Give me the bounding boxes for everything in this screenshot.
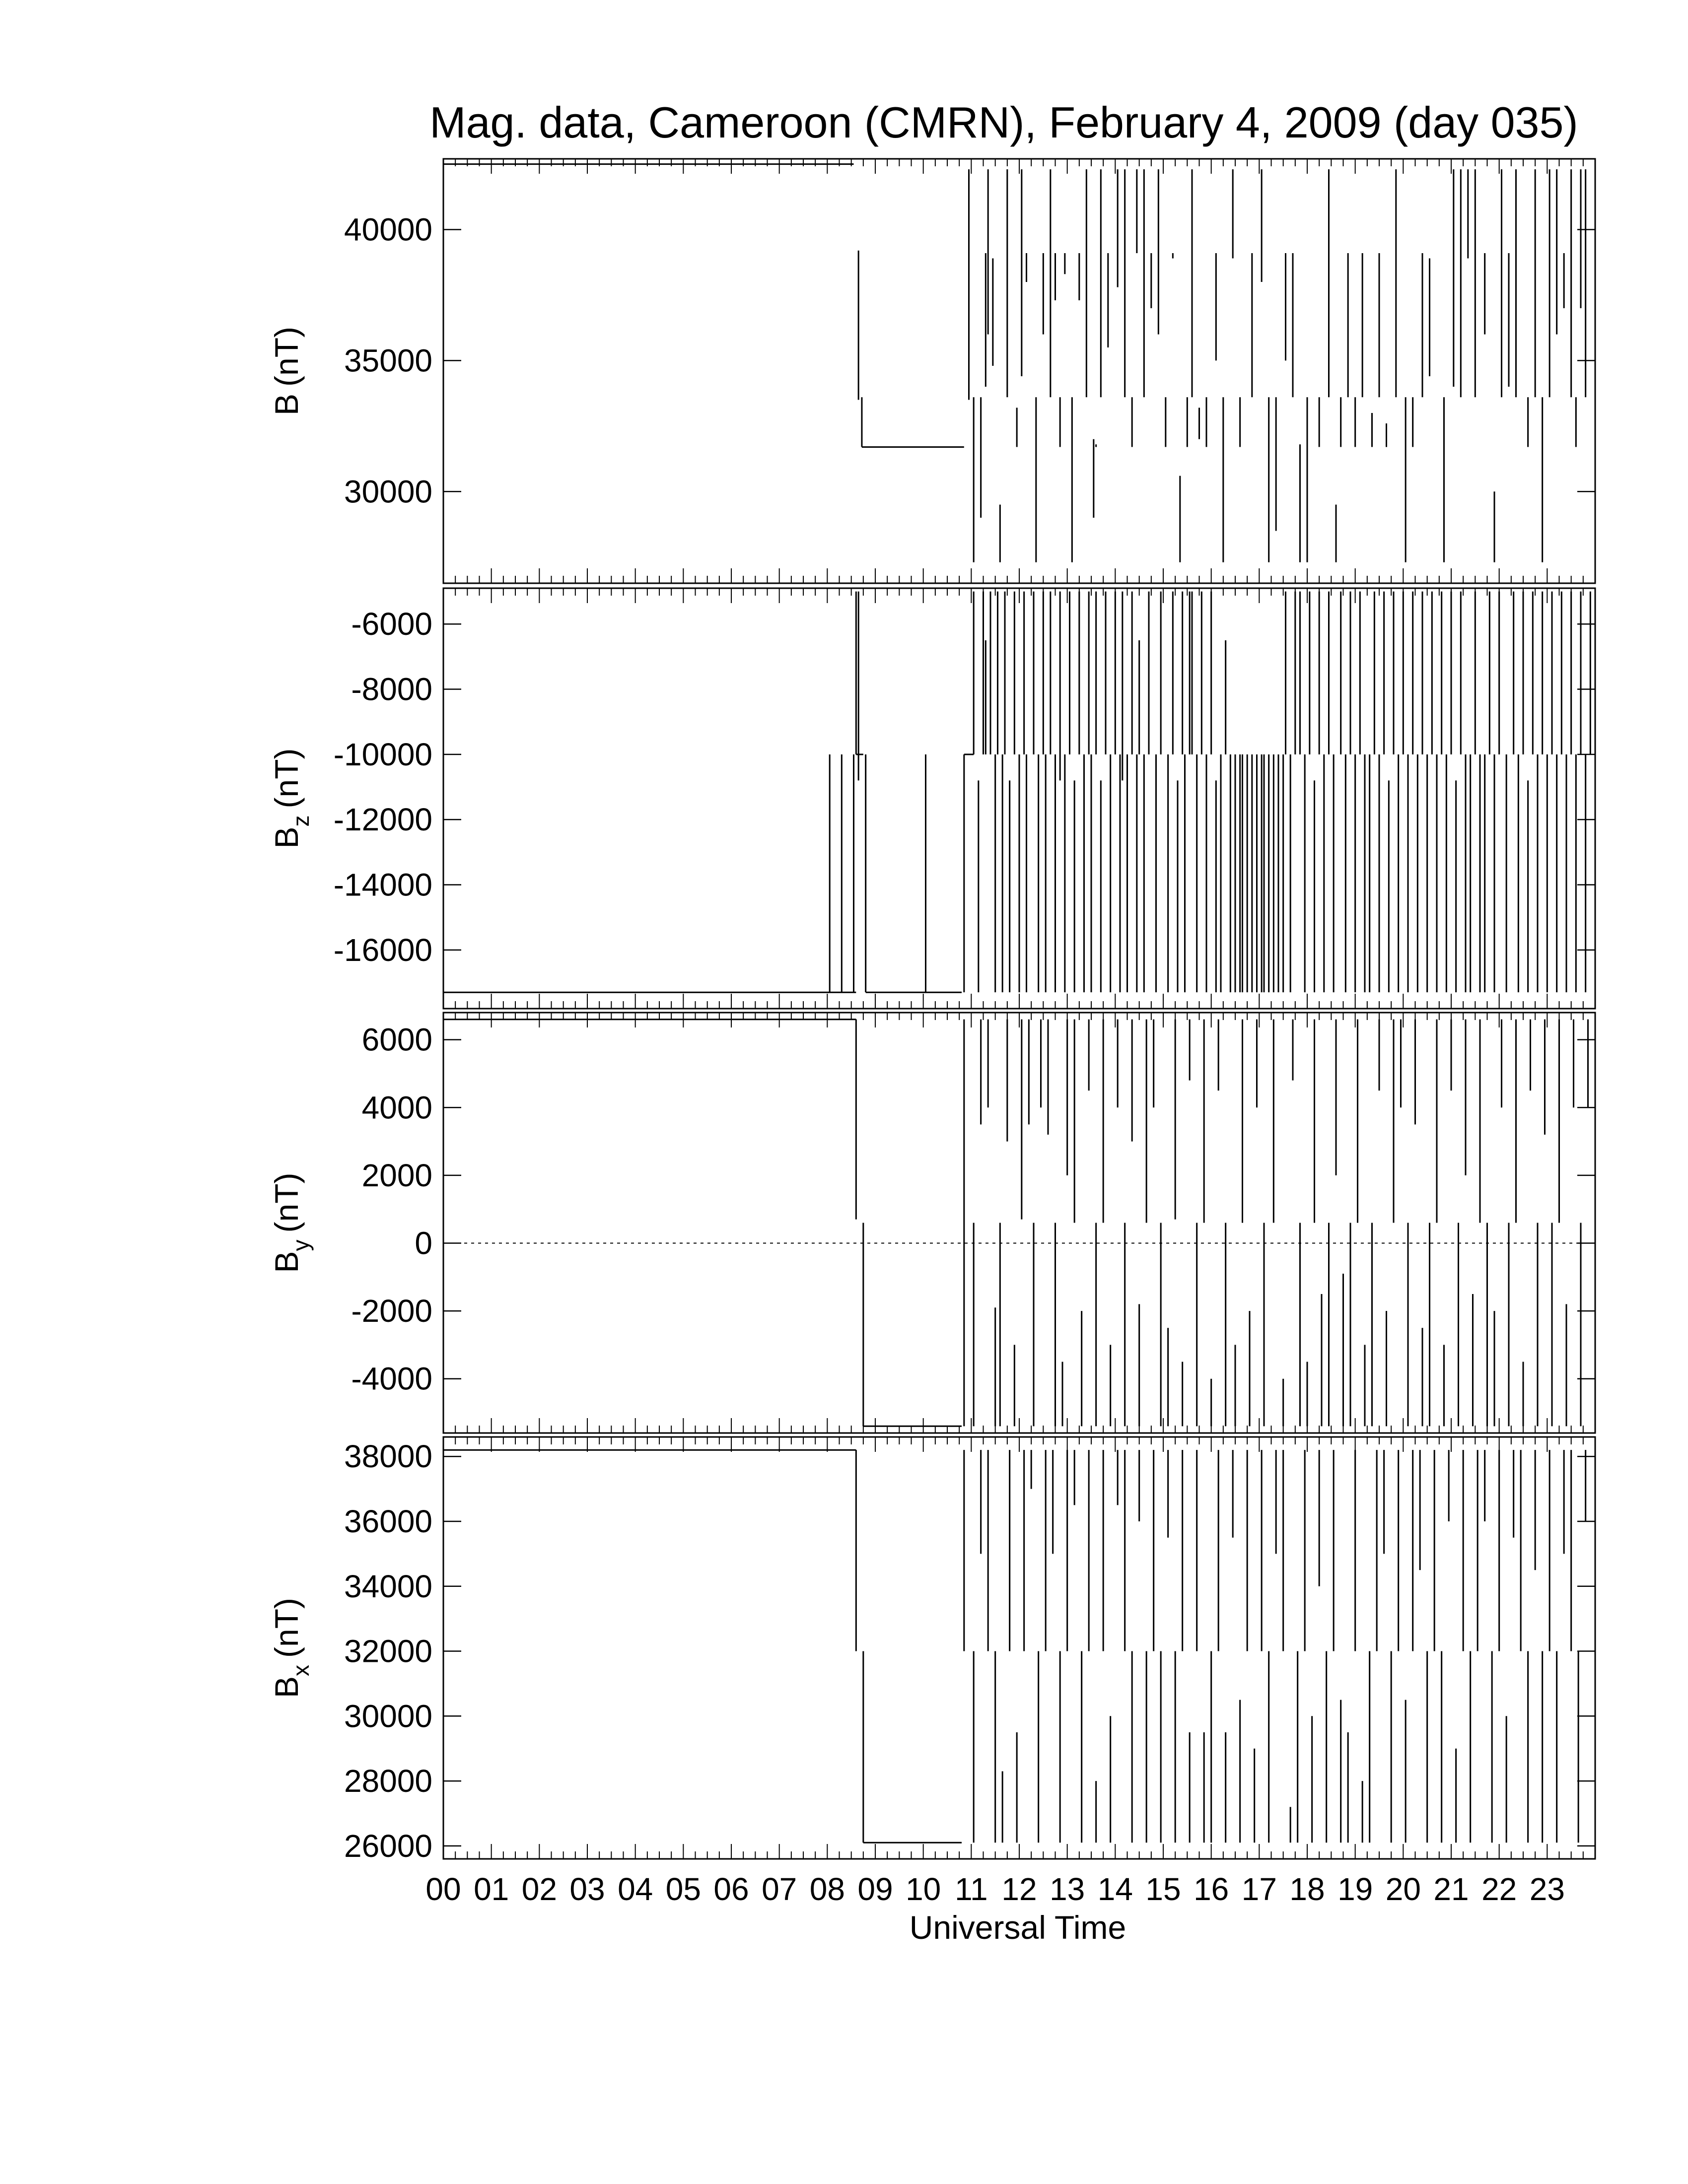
y-tick-label: 26000 bbox=[344, 1828, 432, 1864]
data-series bbox=[443, 1450, 1586, 1843]
data-series bbox=[443, 1020, 1588, 1427]
y-tick-label: 38000 bbox=[344, 1438, 432, 1475]
x-tick-label: 23 bbox=[1529, 1871, 1565, 1907]
x-tick-label: 12 bbox=[1001, 1871, 1037, 1907]
x-tick-label: 15 bbox=[1145, 1871, 1181, 1907]
chart-title: Mag. data, Cameroon (CMRN), February 4, 2009 (day 035) bbox=[429, 98, 1578, 147]
y-tick-label: 30000 bbox=[344, 474, 432, 510]
y-tick-label: 4000 bbox=[361, 1090, 432, 1126]
x-tick-label: 06 bbox=[713, 1871, 749, 1907]
y-axis-label-unit: (nT) bbox=[268, 748, 305, 809]
x-tick-label: 16 bbox=[1194, 1871, 1229, 1907]
y-tick-label: 30000 bbox=[344, 1698, 432, 1734]
y-axis-label-main: B bbox=[268, 826, 305, 849]
panel-3 bbox=[268, 1013, 1595, 1433]
y-axis-label-main: B bbox=[268, 1251, 305, 1273]
x-axis-label: Universal Time bbox=[909, 1909, 1126, 1946]
x-tick-labels bbox=[425, 1871, 1565, 1907]
y-tick-label: 2000 bbox=[361, 1157, 432, 1193]
y-tick-label: 34000 bbox=[344, 1568, 432, 1604]
y-tick-label: -10000 bbox=[333, 736, 432, 772]
x-tick-label: 03 bbox=[569, 1871, 605, 1907]
y-axis-label-main: B bbox=[268, 1676, 305, 1699]
y-axis-label bbox=[268, 1598, 314, 1698]
x-tick-label: 19 bbox=[1337, 1871, 1373, 1907]
y-tick-label: 32000 bbox=[344, 1633, 432, 1669]
x-tick-label: 18 bbox=[1289, 1871, 1325, 1907]
y-tick-label: -16000 bbox=[333, 932, 432, 968]
x-tick-label: 17 bbox=[1241, 1871, 1277, 1907]
y-tick-label: 6000 bbox=[361, 1022, 432, 1058]
data-series bbox=[443, 592, 1590, 993]
x-tick-label: 07 bbox=[762, 1871, 797, 1907]
x-tick-label: 00 bbox=[425, 1871, 461, 1907]
x-tick-label: 13 bbox=[1050, 1871, 1085, 1907]
x-tick-label: 21 bbox=[1433, 1871, 1469, 1907]
y-axis-label-unit: (nT) bbox=[268, 1172, 305, 1233]
x-tick-label: 22 bbox=[1481, 1871, 1517, 1907]
x-tick-label: 20 bbox=[1385, 1871, 1421, 1907]
x-tick-label: 10 bbox=[906, 1871, 941, 1907]
y-axis-label bbox=[268, 748, 314, 848]
y-tick-label: 40000 bbox=[344, 211, 432, 248]
y-tick-label: -12000 bbox=[333, 802, 432, 838]
y-axis-label bbox=[268, 327, 305, 415]
x-tick-label: 08 bbox=[809, 1871, 845, 1907]
y-axis-label-subscript: z bbox=[288, 815, 314, 827]
y-tick-label: -4000 bbox=[351, 1361, 432, 1397]
x-tick-label: 04 bbox=[618, 1871, 653, 1907]
y-axis-label-unit: (nT) bbox=[268, 1597, 305, 1658]
panel-1 bbox=[268, 159, 1595, 583]
panel-2 bbox=[268, 588, 1595, 1009]
y-tick-label: 28000 bbox=[344, 1763, 432, 1799]
y-tick-label: -6000 bbox=[351, 606, 432, 642]
y-tick-label: 0 bbox=[415, 1225, 432, 1261]
x-tick-label: 05 bbox=[665, 1871, 701, 1907]
x-tick-label: 14 bbox=[1097, 1871, 1133, 1907]
y-tick-label: -8000 bbox=[351, 671, 432, 707]
x-tick-label: 01 bbox=[474, 1871, 509, 1907]
x-tick-label: 02 bbox=[521, 1871, 557, 1907]
x-tick-label: 11 bbox=[955, 1871, 988, 1907]
panel-4 bbox=[268, 1437, 1595, 1864]
y-tick-label: 35000 bbox=[344, 342, 432, 379]
y-axis-label-subscript: y bbox=[288, 1239, 314, 1251]
y-tick-label: -2000 bbox=[351, 1293, 432, 1329]
y-axis-label-subscript: x bbox=[288, 1664, 314, 1676]
y-axis-label bbox=[268, 1172, 314, 1273]
panel-frame bbox=[443, 1437, 1595, 1859]
y-tick-label: 36000 bbox=[344, 1503, 432, 1539]
data-series bbox=[443, 164, 1586, 562]
x-tick-label: 09 bbox=[857, 1871, 893, 1907]
y-tick-label: -14000 bbox=[333, 867, 432, 903]
y-axis-label-main: B bbox=[268, 393, 305, 416]
panels bbox=[268, 159, 1595, 1864]
y-axis-label-unit: (nT) bbox=[268, 326, 305, 387]
